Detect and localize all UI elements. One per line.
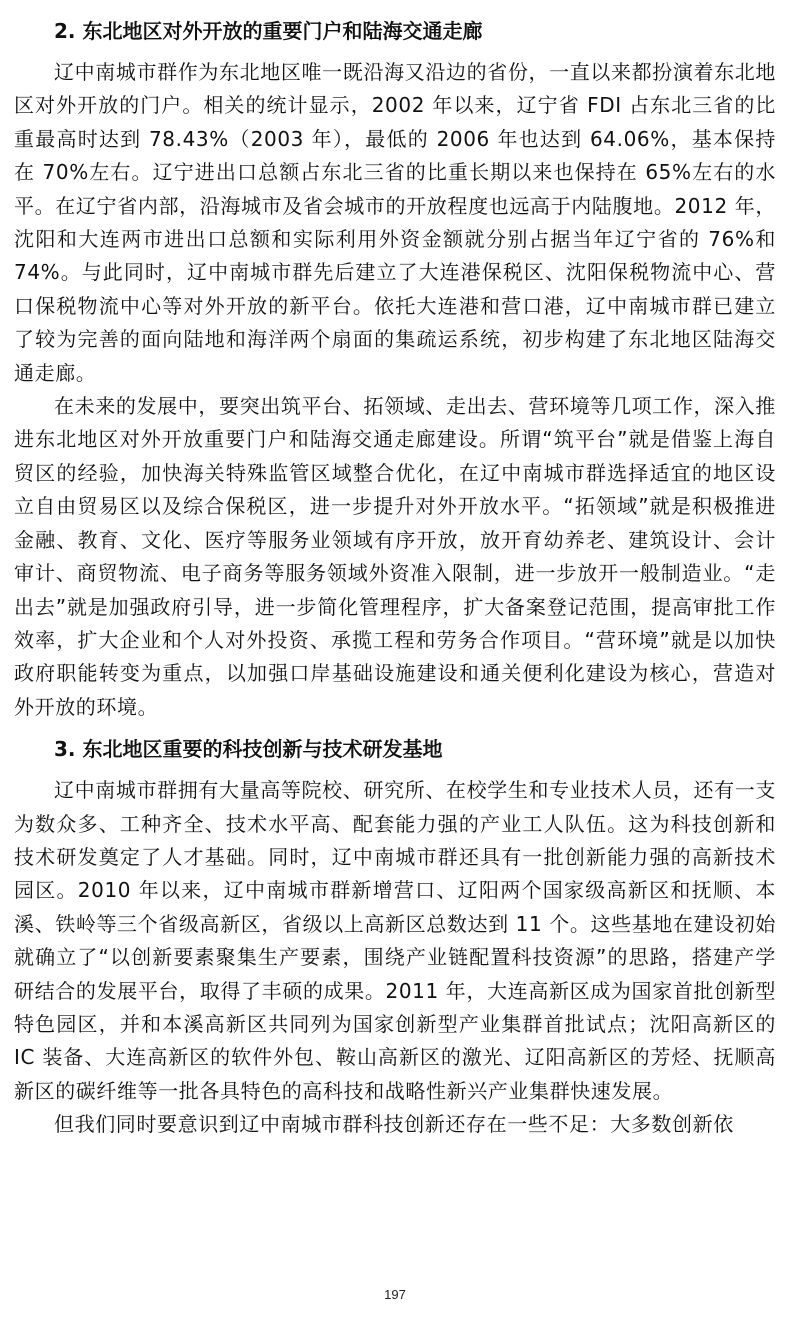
page-number: 197 <box>384 1287 406 1302</box>
section-heading-3: 3. 东北地区重要的科技创新与技术研发基地 <box>54 737 443 762</box>
section-heading-2: 2. 东北地区对外开放的重要门户和陆海交通走廊 <box>54 19 483 43</box>
paragraph: 但我们同时要意识到辽中南城市群科技创新还存在一些不足：大多数创新依 <box>54 1112 734 1137</box>
paragraph: 辽中南城市群拥有大量高等院校、研究所、在校学生和专业技术人员，还有一支为数众多、工种齐全、技术水平高、配套能力强的产业工人队伍。这为科技创新和技术研发奠定了人才基础。同时，辽中南城市群还具有一批创新能力强的高新技术园区。2010 年以来，辽中南城市群新增营口、辽阳两个国家级高新区和抚顺、本溪、铁岭等三个省级高新区，省级以上高新区总数达到 11 个。这些基地在建设初始就确立了“以创新要素聚集生产要素，围绕产业链配置科技资源”的思路，搭建产学研结合的发展平台，取得了丰硕的成果。2011 年，大连高新区成为国家首批创新型特色园区，并和本溪高新区共同列为国家创新型产业集群首批试点；沈阳高新区的 IC 装备、大连高新区的软件外包、鞍山高新区的激光、辽阳高新区的芳烃、抚顺高新区的碳纤维等一批各具特色的高科技和战略性新兴产业集群快速发展。 <box>14 778 776 1103</box>
document-page <box>14 14 776 1142</box>
paragraph: 辽中南城市群作为东北地区唯一既沿海又沿边的省份，一直以来都扮演着东北地区对外开放的门户。相关的统计显示，2002 年以来，辽宁省 FDI 占东北三省的比重最高时达到 78.43%（2003 年），最低的 2006 年也达到 64.06%，基本保持在 70%左右。辽宁进出口总额占东北三省的比重长期以来也保持在 65%左右的水平。在辽宁省内部，沿海城市及省会城市的开放程度也远高于内陆腹地。2012 年，沈阳和大连两市进出口总额和实际利用外资金额就分别占据当年辽宁省的 76%和 74%。与此同时，辽中南城市群先后建立了大连港保税区、沈阳保税物流中心、营口保税物流中心等对外开放的新平台。依托大连港和营口港，辽中南城市群已建立了较为完善的面向陆地和海洋两个扇面的集疏运系统，初步构建了东北地区陆海交通走廊。 <box>14 60 776 385</box>
paragraph: 在未来的发展中，要突出筑平台、拓领域、走出去、营环境等几项工作，深入推进东北地区对外开放重要门户和陆海交通走廊建设。所谓“筑平台”就是借鉴上海自贸区的经验，加快海关特殊监管区域整合优化，在辽中南城市群选择适宜的地区设立自由贸易区以及综合保税区，进一步提升对外开放水平。“拓领域”就是积极推进金融、教育、文化、医疗等服务业领域有序开放，放开育幼养老、建筑设计、会计审计、商贸物流、电子商务等服务领域外资准入限制，进一步放开一般制造业。“走出去”就是加强政府引导，进一步简化管理程序，扩大备案登记范围，提高审批工作效率，扩大企业和个人对外投资、承揽工程和劳务合作项目。“营环境”就是以加快政府职能转变为重点，以加强口岸基础设施建设和通关便利化建设为核心，营造对外开放的环境。 <box>14 394 776 719</box>
